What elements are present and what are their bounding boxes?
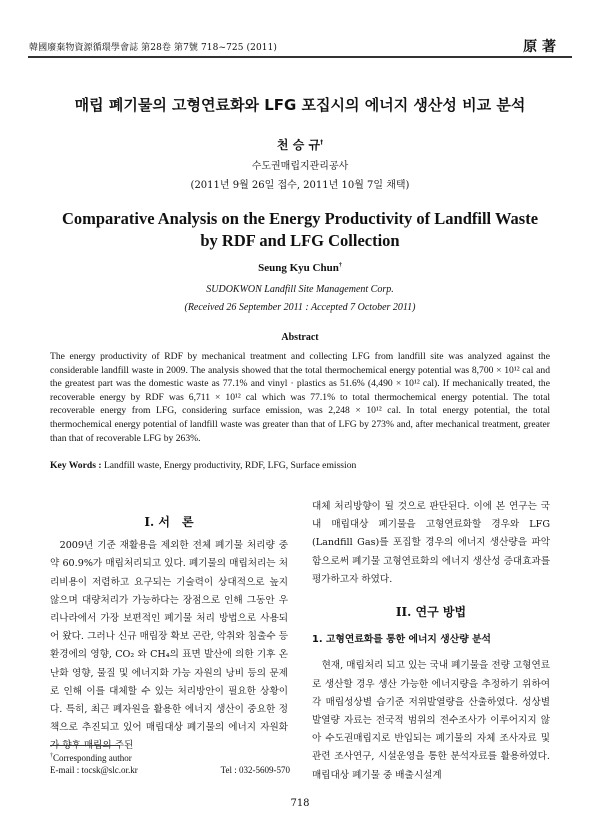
- subsection-1-paragraph: 현재, 매립처리 되고 있는 국내 폐기물을 전량 고형연료로 생산할 경우 생산 가능한 에너지량을 추정하기 위하여 각 매립성상별 습기준 저위발열량을 산출하였다. 성상별 발열량 자료는 전국적 범위의 전수조사가 이루어지지 않아 수도권매립지로 반입되는 폐기물의 자체 조사자료 및 관련 조사연구, 시설운영을 통한 분석자료를 활용하였다. 매립대상 폐기물 중 배출시설계: [312, 660, 550, 781]
- english-received-date: (Received 26 September 2011 : Accepted 7 October 2011): [184, 302, 416, 313]
- footnote-author-line: [50, 750, 290, 764]
- footnote-rule: [50, 745, 120, 746]
- korean-author: [0, 136, 600, 153]
- korean-title: 매립 폐기물의 고형연료화와 LFG 포집시의 에너지 생산성 비교 분석: [74, 96, 526, 114]
- footnote: [50, 750, 290, 776]
- header-rule: [28, 56, 572, 58]
- journal-header: 韓國廢棄物資源循環學會誌 第28卷 第7號 718~725 (2011): [29, 43, 278, 53]
- keywords-label: Key Words :: [50, 460, 102, 471]
- abstract-heading: Abstract: [281, 332, 319, 343]
- article-type-tag: 原 著: [523, 39, 556, 55]
- footnote-email: E-mail : tocsk@slc.or.kr: [50, 765, 138, 775]
- korean-affiliation: 수도권매립지관리공사: [251, 161, 349, 172]
- footnote-contact-line: [50, 764, 290, 776]
- intro-continuation: 대체 처리방향이 될 것으로 판단된다. 이에 본 연구는 국내 매립대상 폐기물을 고형연료화할 경우와 LFG (Landfill Gas)를 포집할 경우의 에너지 생산량을 파악함으로써 폐기물 고형연료화의 에너지 생산성 증대효과를 평가하고자 하였다.: [312, 501, 550, 585]
- subsection-1-heading: 1. 고형연료화를 통한 에너지 생산량 분석: [312, 634, 492, 646]
- page-number: 718: [290, 798, 310, 809]
- english-author-name: Seung Kyu Chun: [258, 262, 339, 274]
- left-column: [50, 513, 288, 756]
- english-title-line2: by RDF and LFG Collection: [200, 231, 400, 250]
- section-1-heading: I. 서 론: [144, 515, 194, 529]
- section-1-paragraph: 2009년 기준 재활용을 제외한 전체 폐기물 처리량 중 약 60.9%가 매립처리되고 있다. 폐기물의 매립처리는 처리비용이 저렴하고 요구되는 기술력이 상대적으로 높지 않으며 대량처리가 가능하다는 장점으로 인해 그동안 우리나라에서 가장 보편적인 폐기물 처리 방법으로 사용되어 왔다. 그러나 신규 매립장 확보 곤란, 악취와 침출수 등 환경에의 영향, CO₂ 와 CH₄의 표면 발산에 의한 기후 온난화 영향, 물질 및 에너지화 가능 자원의 낭비 등의 문제로 인해 이를 대체할 수 있는 처리방안이 필요한 상황이다. 특히, 최근 폐자원을 활용한 에너지 생산이 중요한 정책으로 추진되고 있어 매립대상 폐기물의 에너지 자원화가 향후 매립의 주된: [50, 540, 288, 752]
- footnote-mark: †: [50, 753, 53, 759]
- section-2-heading: II. 연구 방법: [395, 605, 467, 620]
- english-author-mark: †: [338, 262, 342, 269]
- right-column: [312, 498, 550, 785]
- abstract-text: The energy productivity of RDF by mechanical treatment and collecting LFG from landfill site was analyzed against the considerable landfill waste in 2009. The analysis showed that the total thermochemical energy potential was 8,700 × 10¹² cal and the greatest part was the domestic waste as 77.1% and vinyl · plastics as 51.6% (4,490 × 10¹² cal). If mechanically treated, the recoverable energy by RDF was 6,711 × 10¹² cal which was 77.1% to total thermochemical energy potential. The total recoverable energy from LFG, considering surface emission, was 2,248 × 10¹² cal. In total energy potential, the total thermochemical energy potential of landfill waste was greater than that of LFG by 273% and, after mechanical treatment, greater than that of recoverable LFG by 263%.: [50, 351, 550, 444]
- english-title: [60, 208, 540, 252]
- author-mark: †: [320, 139, 324, 146]
- footnote-tel: Tel : 032-5609-570: [220, 765, 290, 775]
- korean-received-date: (2011년 9월 26일 접수, 2011년 10월 7일 채택): [190, 180, 410, 191]
- english-title-line1: Comparative Analysis on the Energy Productivity of Landfill Waste: [61, 209, 539, 228]
- keywords: [50, 460, 550, 471]
- corresponding-author-label: Corresponding author: [53, 753, 132, 763]
- english-author: [0, 262, 600, 274]
- korean-author-name: 천 승 규: [276, 138, 321, 152]
- english-affiliation: SUDOKWON Landfill Site Management Corp.: [206, 284, 394, 295]
- keywords-text: Landfill waste, Energy productivity, RDF, LFG, Surface emission: [103, 460, 357, 471]
